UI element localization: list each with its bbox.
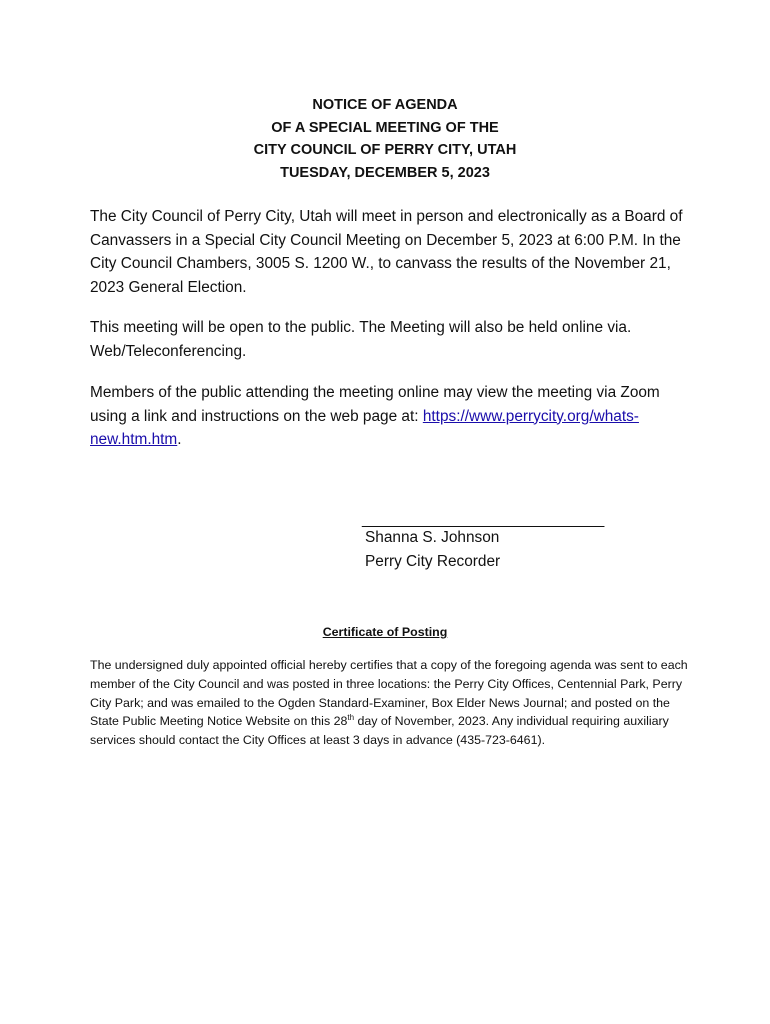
zoom-info-end: .	[177, 431, 182, 448]
perrycity-whats-new-link[interactable]: https://www.perrycity.org/whats-new.htm.htm	[90, 407, 639, 448]
signer-title: Perry City Recorder	[365, 552, 501, 570]
heading-line-3: CITY COUNCIL OF PERRY CITY, UTAH	[253, 142, 517, 158]
signature-block	[365, 526, 500, 573]
certificate-paragraph	[90, 656, 690, 750]
heading-line-2: OF A SPECIAL MEETING OF THE	[271, 119, 499, 136]
agenda-heading	[0, 94, 770, 184]
meeting-description-paragraph: The City Council of Perry City, Utah will meet in person and electronically as a Board of Canvassers in a Special City Council Meeting on December 5, 2023 at 6:00 P.M. In the City Council Chambers, 3005 S. 1200 W., to canvass the results of the November 21, 2023 General Election.	[90, 208, 683, 296]
certificate-text-part-2: day of November, 2023. Any individual requiring auxiliary services should contact the City Offices at least 3 days in advance (435-723-6461).	[90, 714, 669, 748]
certificate-title: Certificate of Posting	[322, 625, 448, 639]
zoom-info-text: Members of the public attending the meeting online may view the meeting via Zoom using a link and instructions on the web page at:	[90, 384, 660, 425]
zoom-info-paragraph	[90, 381, 690, 452]
heading-line-4: TUESDAY, DECEMBER 5, 2023	[280, 164, 490, 181]
certificate-text-part-1: The undersigned duly appointed official hereby certifies that a copy of the foregoing agenda was sent to each member of the City Council and was posted in three locations: the Perry City Offices, Centennial Park, Perry City Park; and was emailed to the Ogden Standard-Examiner, Box Elder News Journal; and posted on the State Public Meeting Notice Website on this 28	[90, 658, 688, 729]
signer-name: Shanna S. Johnson	[365, 529, 500, 546]
signature-line: ______________________________	[362, 511, 604, 528]
heading-line-1: NOTICE OF AGENDA	[312, 97, 458, 113]
public-access-paragraph: This meeting will be open to the public. The Meeting will also be held online via. Web/Teleconferencing.	[90, 319, 632, 360]
ordinal-suffix: th	[347, 713, 355, 723]
